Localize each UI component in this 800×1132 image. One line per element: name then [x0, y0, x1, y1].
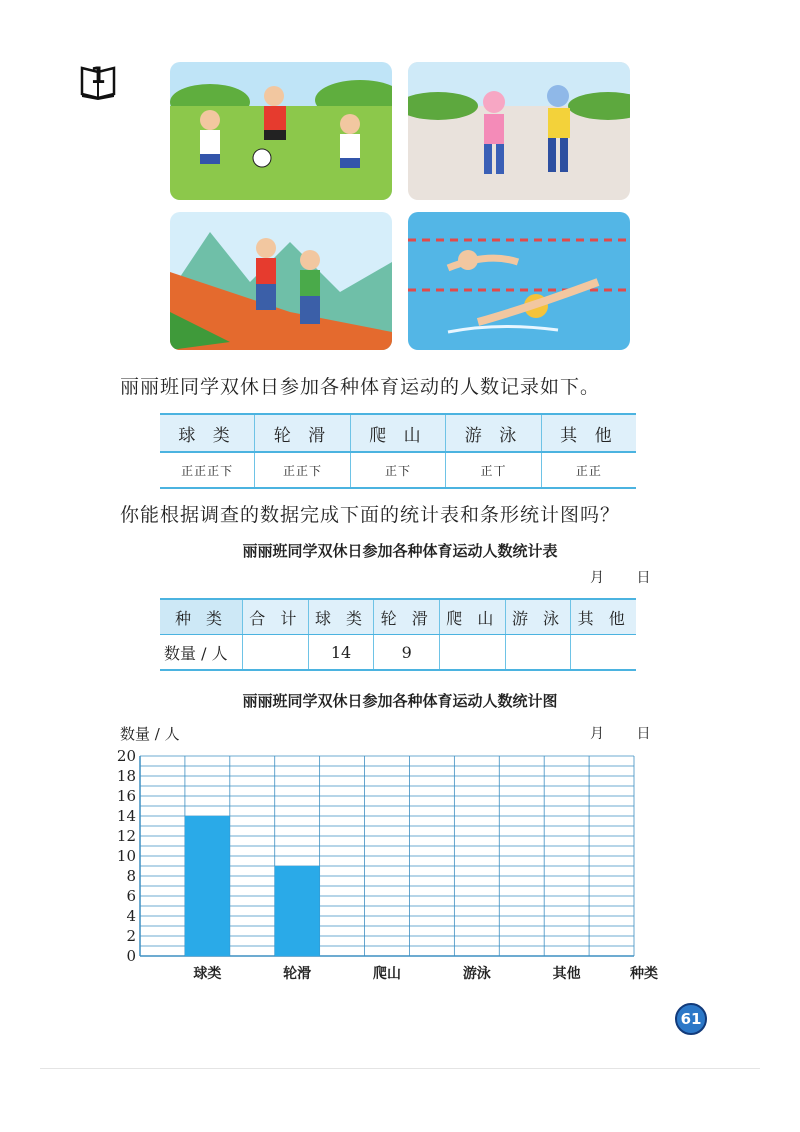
stats-header-kind: 种 类	[160, 599, 243, 635]
stats-header-row	[160, 599, 636, 635]
tally-header-other: 其 他	[541, 414, 636, 452]
x-category-label: 爬山	[373, 966, 401, 982]
stats-cell-ball[interactable]: 14	[308, 635, 374, 671]
stats-header-swimming: 游 泳	[505, 599, 571, 635]
y-tick-label: 18	[116, 767, 136, 785]
y-tick-label: 10	[116, 847, 136, 865]
intro-sentence: 丽丽班同学双休日参加各种体育运动的人数记录如下。	[120, 376, 601, 398]
tally-header-climbing: 爬 山	[350, 414, 446, 452]
y-tick-label: 20	[116, 747, 136, 765]
tally-marks-climbing: 正下	[350, 452, 446, 488]
bar-球类	[185, 816, 230, 956]
tally-marks-other: 正正	[541, 452, 636, 488]
stats-header-ball: 球 类	[308, 599, 374, 635]
bar-轮滑	[275, 866, 320, 956]
y-tick-label: 14	[116, 807, 136, 825]
stats-cell-skating[interactable]: 9	[374, 635, 440, 671]
stats-cell-other[interactable]	[571, 635, 636, 671]
tally-header-row	[160, 414, 636, 452]
tally-marks-ball: 正正正下	[160, 452, 255, 488]
task-number: 1	[90, 64, 106, 89]
tally-header-swimming: 游 泳	[446, 414, 542, 452]
stats-table-date: 月 日	[590, 570, 665, 586]
stats-table	[160, 598, 636, 671]
stats-cell-swimming[interactable]	[505, 635, 571, 671]
stats-cell-total[interactable]	[243, 635, 309, 671]
x-category-label: 球类	[193, 966, 222, 982]
chart-y-axis-label: 数量 / 人	[120, 725, 180, 743]
y-tick-label: 12	[116, 827, 136, 845]
y-tick-label: 2	[126, 927, 136, 945]
question-sentence: 你能根据调查的数据完成下面的统计表和条形统计图吗？	[120, 504, 621, 526]
x-category-label: 其他	[552, 966, 581, 982]
stats-cell-climbing[interactable]	[440, 635, 506, 671]
y-tick-label: 16	[116, 787, 136, 805]
stats-header-total: 合 计	[243, 599, 309, 635]
stats-value-row	[160, 635, 636, 671]
soccer-illustration	[170, 62, 392, 200]
swimming-illustration	[408, 212, 630, 350]
stats-header-climbing: 爬 山	[440, 599, 506, 635]
y-tick-label: 8	[126, 867, 136, 885]
tally-marks-skating: 正正下	[255, 452, 351, 488]
tally-header-ball: 球 类	[160, 414, 255, 452]
x-category-label: 游泳	[462, 966, 491, 982]
tally-table	[160, 413, 636, 489]
bar-chart	[110, 740, 670, 990]
task-number-badge	[78, 62, 118, 100]
stats-header-other: 其 他	[571, 599, 636, 635]
stats-table-title: 丽丽班同学双休日参加各种体育运动人数统计表	[242, 542, 558, 560]
hiking-illustration	[170, 212, 392, 350]
y-tick-label: 6	[126, 887, 136, 905]
bottom-divider	[40, 1068, 760, 1069]
y-tick-label: 4	[126, 907, 136, 925]
tally-header-skating: 轮 滑	[255, 414, 351, 452]
chart-date: 月 日	[590, 726, 665, 742]
chart-title: 丽丽班同学双休日参加各种体育运动人数统计图	[242, 692, 558, 710]
x-category-label: 轮滑	[283, 966, 312, 982]
y-tick-label: 0	[126, 947, 136, 965]
page-number: 61	[675, 1003, 707, 1035]
stats-header-skating: 轮 滑	[374, 599, 440, 635]
skating-illustration	[408, 62, 630, 200]
tally-marks-swimming: 正丅	[446, 452, 542, 488]
x-axis-label: 种类	[630, 966, 658, 982]
tally-marks-row	[160, 452, 636, 488]
stats-row-label: 数量 / 人	[160, 635, 243, 671]
